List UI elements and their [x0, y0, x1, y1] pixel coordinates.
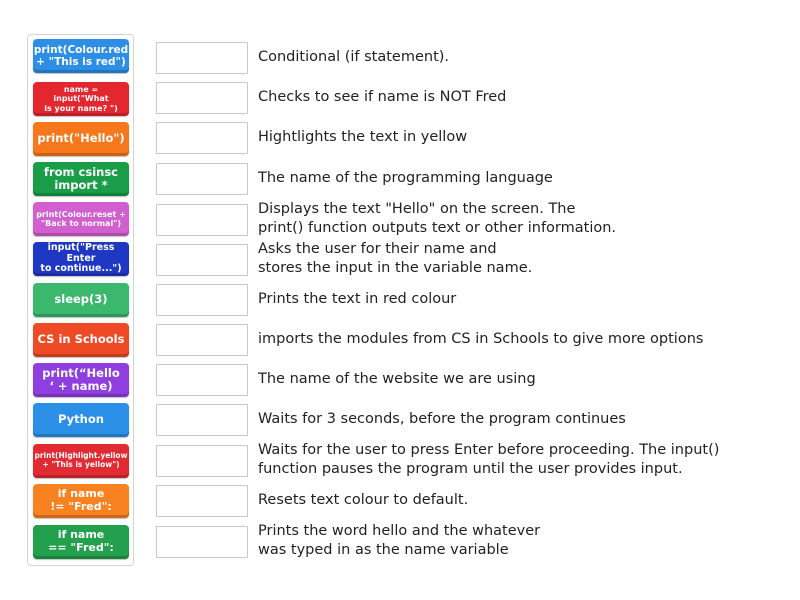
- drop-slot[interactable]: [156, 244, 248, 276]
- draggable-tile[interactable]: print(Colour.red + "This is red"): [33, 39, 129, 73]
- clue-text: Resets text colour to default.: [258, 491, 469, 508]
- draggable-tile[interactable]: print(Colour.reset + "Back to normal"): [33, 202, 129, 236]
- clue-text: Prints the text in red colour: [258, 290, 457, 307]
- clue-text: Waits for the user to press Enter before proceeding. The input() function pauses the program until the user provides input.: [258, 442, 720, 477]
- draggable-tile[interactable]: if name != "Fred":: [33, 484, 129, 518]
- clue-text: imports the modules from CS in Schools to give more options: [258, 330, 704, 347]
- drop-slot[interactable]: [156, 404, 248, 436]
- draggable-tile[interactable]: name = input("What is your name? "): [33, 82, 129, 116]
- draggable-tile[interactable]: input("Press Enter to continue..."): [33, 242, 129, 276]
- drop-slot[interactable]: [156, 526, 248, 558]
- drop-slot[interactable]: [156, 364, 248, 396]
- draggable-tile[interactable]: from csinsc import *: [33, 162, 129, 196]
- clue-text: Hightlights the text in yellow: [258, 128, 468, 145]
- drop-slot[interactable]: [156, 485, 248, 517]
- draggable-tile[interactable]: print("Hello"): [33, 122, 129, 156]
- clue-text: Asks the user for their name and stores the input in the variable name.: [258, 241, 533, 276]
- draggable-tile[interactable]: CS in Schools: [33, 323, 129, 357]
- clue-text: The name of the website we are using: [258, 370, 536, 387]
- clue-text: Prints the word hello and the whatever was typed in as the name variable: [258, 523, 541, 558]
- drop-slot[interactable]: [156, 324, 248, 356]
- draggable-tile[interactable]: sleep(3): [33, 283, 129, 317]
- tile-bank: [27, 34, 134, 566]
- drop-slot[interactable]: [156, 284, 248, 316]
- draggable-tile[interactable]: if name == "Fred":: [33, 525, 129, 559]
- clue-text: The name of the programming language: [258, 169, 553, 186]
- drop-slot[interactable]: [156, 122, 248, 154]
- clue-text: Checks to see if name is NOT Fred: [258, 88, 507, 105]
- draggable-tile[interactable]: print(Highlight.yellow + "This is yellow"): [33, 444, 129, 478]
- drop-slot[interactable]: [156, 445, 248, 477]
- drop-slot[interactable]: [156, 42, 248, 74]
- clue-text: Displays the text "Hello" on the screen. The print() function outputs text or other information.: [258, 201, 617, 236]
- draggable-tile[interactable]: Python: [33, 403, 129, 437]
- drop-slot[interactable]: [156, 163, 248, 195]
- clue-text: Waits for 3 seconds, before the program continues: [258, 410, 626, 427]
- draggable-tile[interactable]: print(“Hello ‘ + name): [33, 363, 129, 397]
- clue-text: Conditional (if statement).: [258, 48, 450, 65]
- drop-slot[interactable]: [156, 204, 248, 236]
- drop-slot[interactable]: [156, 82, 248, 114]
